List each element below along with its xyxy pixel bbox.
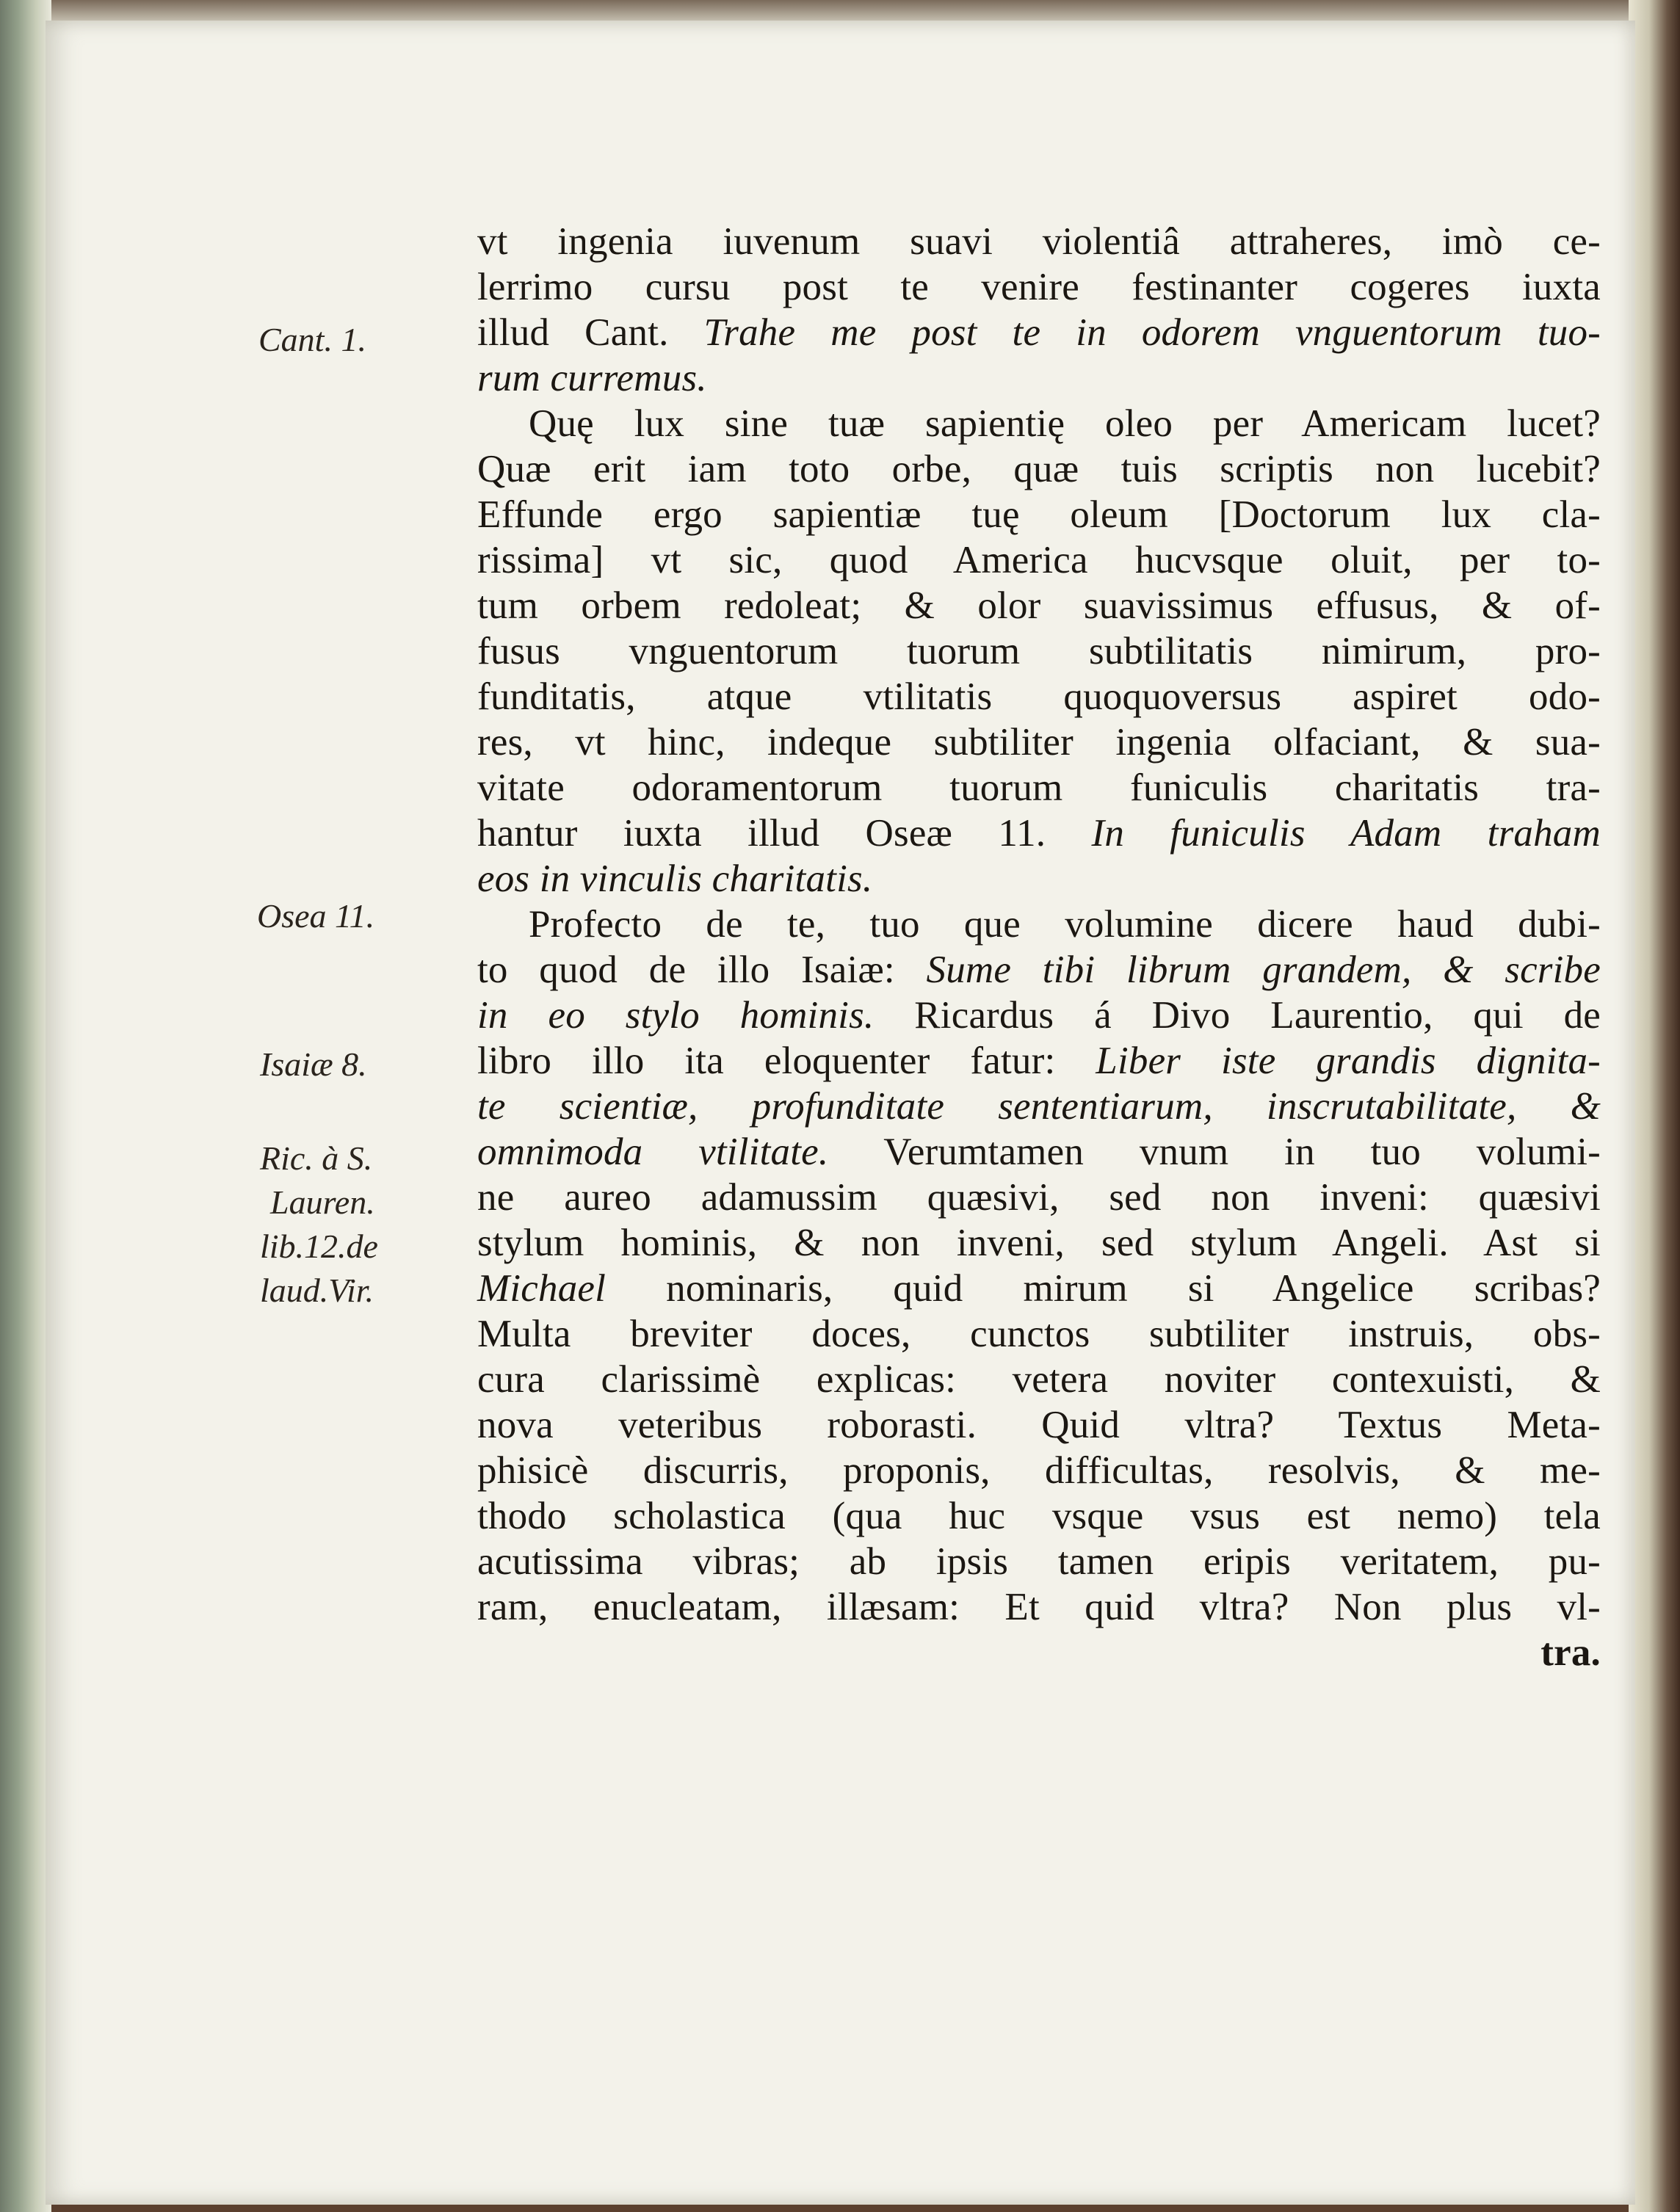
book-left-edge [0,0,51,2212]
italic-quotation: Trahe me post te in odorem vnguentorum tuo- [703,311,1601,354]
italic-quotation: Sume tibi librum grandem, & scribe [926,949,1601,991]
text-line: nova veteribus roborasti. Quid vltra? Textus Meta- [477,1404,1601,1446]
marginal-note-ricardus [260,1136,378,1313]
marginal-note-cant: Cant. 1. [258,321,366,358]
paragraph-start-line: Quę lux sine tuæ sapientię oleo per Americam lucet? [529,402,1601,445]
text-line: vitate odoramentorum tuorum funiculis charitatis tra- [477,766,1601,809]
text-span: hantur iuxta illud Oseæ 11. [477,812,1046,855]
italic-quotation: In funiculis Adam traham [1091,812,1601,855]
text-line [477,993,1601,1038]
text-line [477,1129,1601,1175]
marginal-note-isaiae: Isaiæ 8. [260,1045,367,1083]
book-right-edge [1629,0,1680,2212]
text-line: acutissima vibras; ab ipsis tamen eripis veritatem, pu- [477,1540,1601,1583]
text-span: Ricardus á Divo Laurentio, qui de [914,994,1601,1037]
italic-quotation: Liber iste grandis dignita- [1096,1040,1601,1082]
text-line: ne aureo adamussim quæsivi, sed non inveni: quæsivi [477,1176,1601,1219]
marginal-note-ricardus-line-4: laud.Vir. [260,1272,374,1309]
text-line: Multa breviter doces, cunctos subtiliter instruis, obs- [477,1313,1601,1355]
italic-quotation-line: eos in vinculis charitatis. [477,857,873,900]
text-line: thodo scholastica (qua huc vsque vsus est nemo) tela [477,1495,1601,1537]
main-text-block [477,219,1601,1675]
text-span: nominaris, quid mirum si Angelice scribas? [666,1267,1601,1310]
text-line: vt ingenia iuvenum suavi violentiâ attraheres, imò ce- [477,220,1601,263]
marginal-note-ricardus-line-3: lib.12.de [260,1228,378,1265]
marginal-note-ricardus-line-2: Lauren. [270,1183,375,1221]
book-page [46,21,1635,2205]
text-line: ram, enucleatam, illæsam: Et quid vltra? Non plus vl- [477,1586,1601,1628]
italic-quotation: in eo stylo hominis. [477,994,875,1037]
text-line [477,947,1601,993]
marginal-note-ricardus-line-1: Ric. à S. [260,1139,373,1177]
text-line: rissima] vt sic, quod America hucvsque oluit, per to- [477,539,1601,581]
text-line: phisicè discurris, proponis, difficultas, resolvis, & me- [477,1449,1601,1492]
text-line [477,1038,1601,1084]
text-line: res, vt hinc, indeque subtiliter ingenia olfaciant, & sua- [477,721,1601,764]
text-line: tum orbem redoleat; & olor suavissimus effusus, & of- [477,584,1601,627]
text-span: to quod de illo Isaiæ: [477,949,895,991]
paragraph-start-line: Profecto de te, tuo que volumine dicere haud dubi- [529,903,1601,946]
text-span: illud Cant. [477,311,669,354]
italic-quotation: omnimoda vtilitate. [477,1131,829,1173]
text-span: libro illo ita eloquenter fatur: [477,1040,1056,1082]
text-line [477,310,1601,355]
text-line: fusus vnguentorum tuorum subtilitatis nimirum, pro- [477,630,1601,672]
italic-name: Michael [477,1267,607,1310]
italic-quotation-line: rum curremus. [477,357,707,399]
text-span: Verumtamen vnum in tuo volumi- [883,1131,1601,1173]
text-line: lerrimo cursu post te venire festinanter cogeres iuxta [477,266,1601,308]
text-line [477,811,1601,856]
text-line: cura clarissimè explicas: vetera noviter contexuisti, & [477,1358,1601,1401]
marginal-note-osea: Osea 11. [257,897,375,935]
catchword: tra. [1540,1631,1601,1674]
text-line [477,1266,1601,1311]
text-line: Quæ erit iam toto orbe, quæ tuis scriptis non lucebit? [477,448,1601,490]
italic-quotation-line: te scientiæ, profunditate sententiarum, inscrutabilitate, & [477,1085,1601,1128]
text-line: Effunde ergo sapientiæ tuę oleum [Doctorum lux cla- [477,493,1601,536]
text-line: funditatis, atque vtilitatis quoquoversus aspiret odo- [477,675,1601,718]
text-line: stylum hominis, & non inveni, sed stylum Angeli. Ast si [477,1222,1601,1264]
